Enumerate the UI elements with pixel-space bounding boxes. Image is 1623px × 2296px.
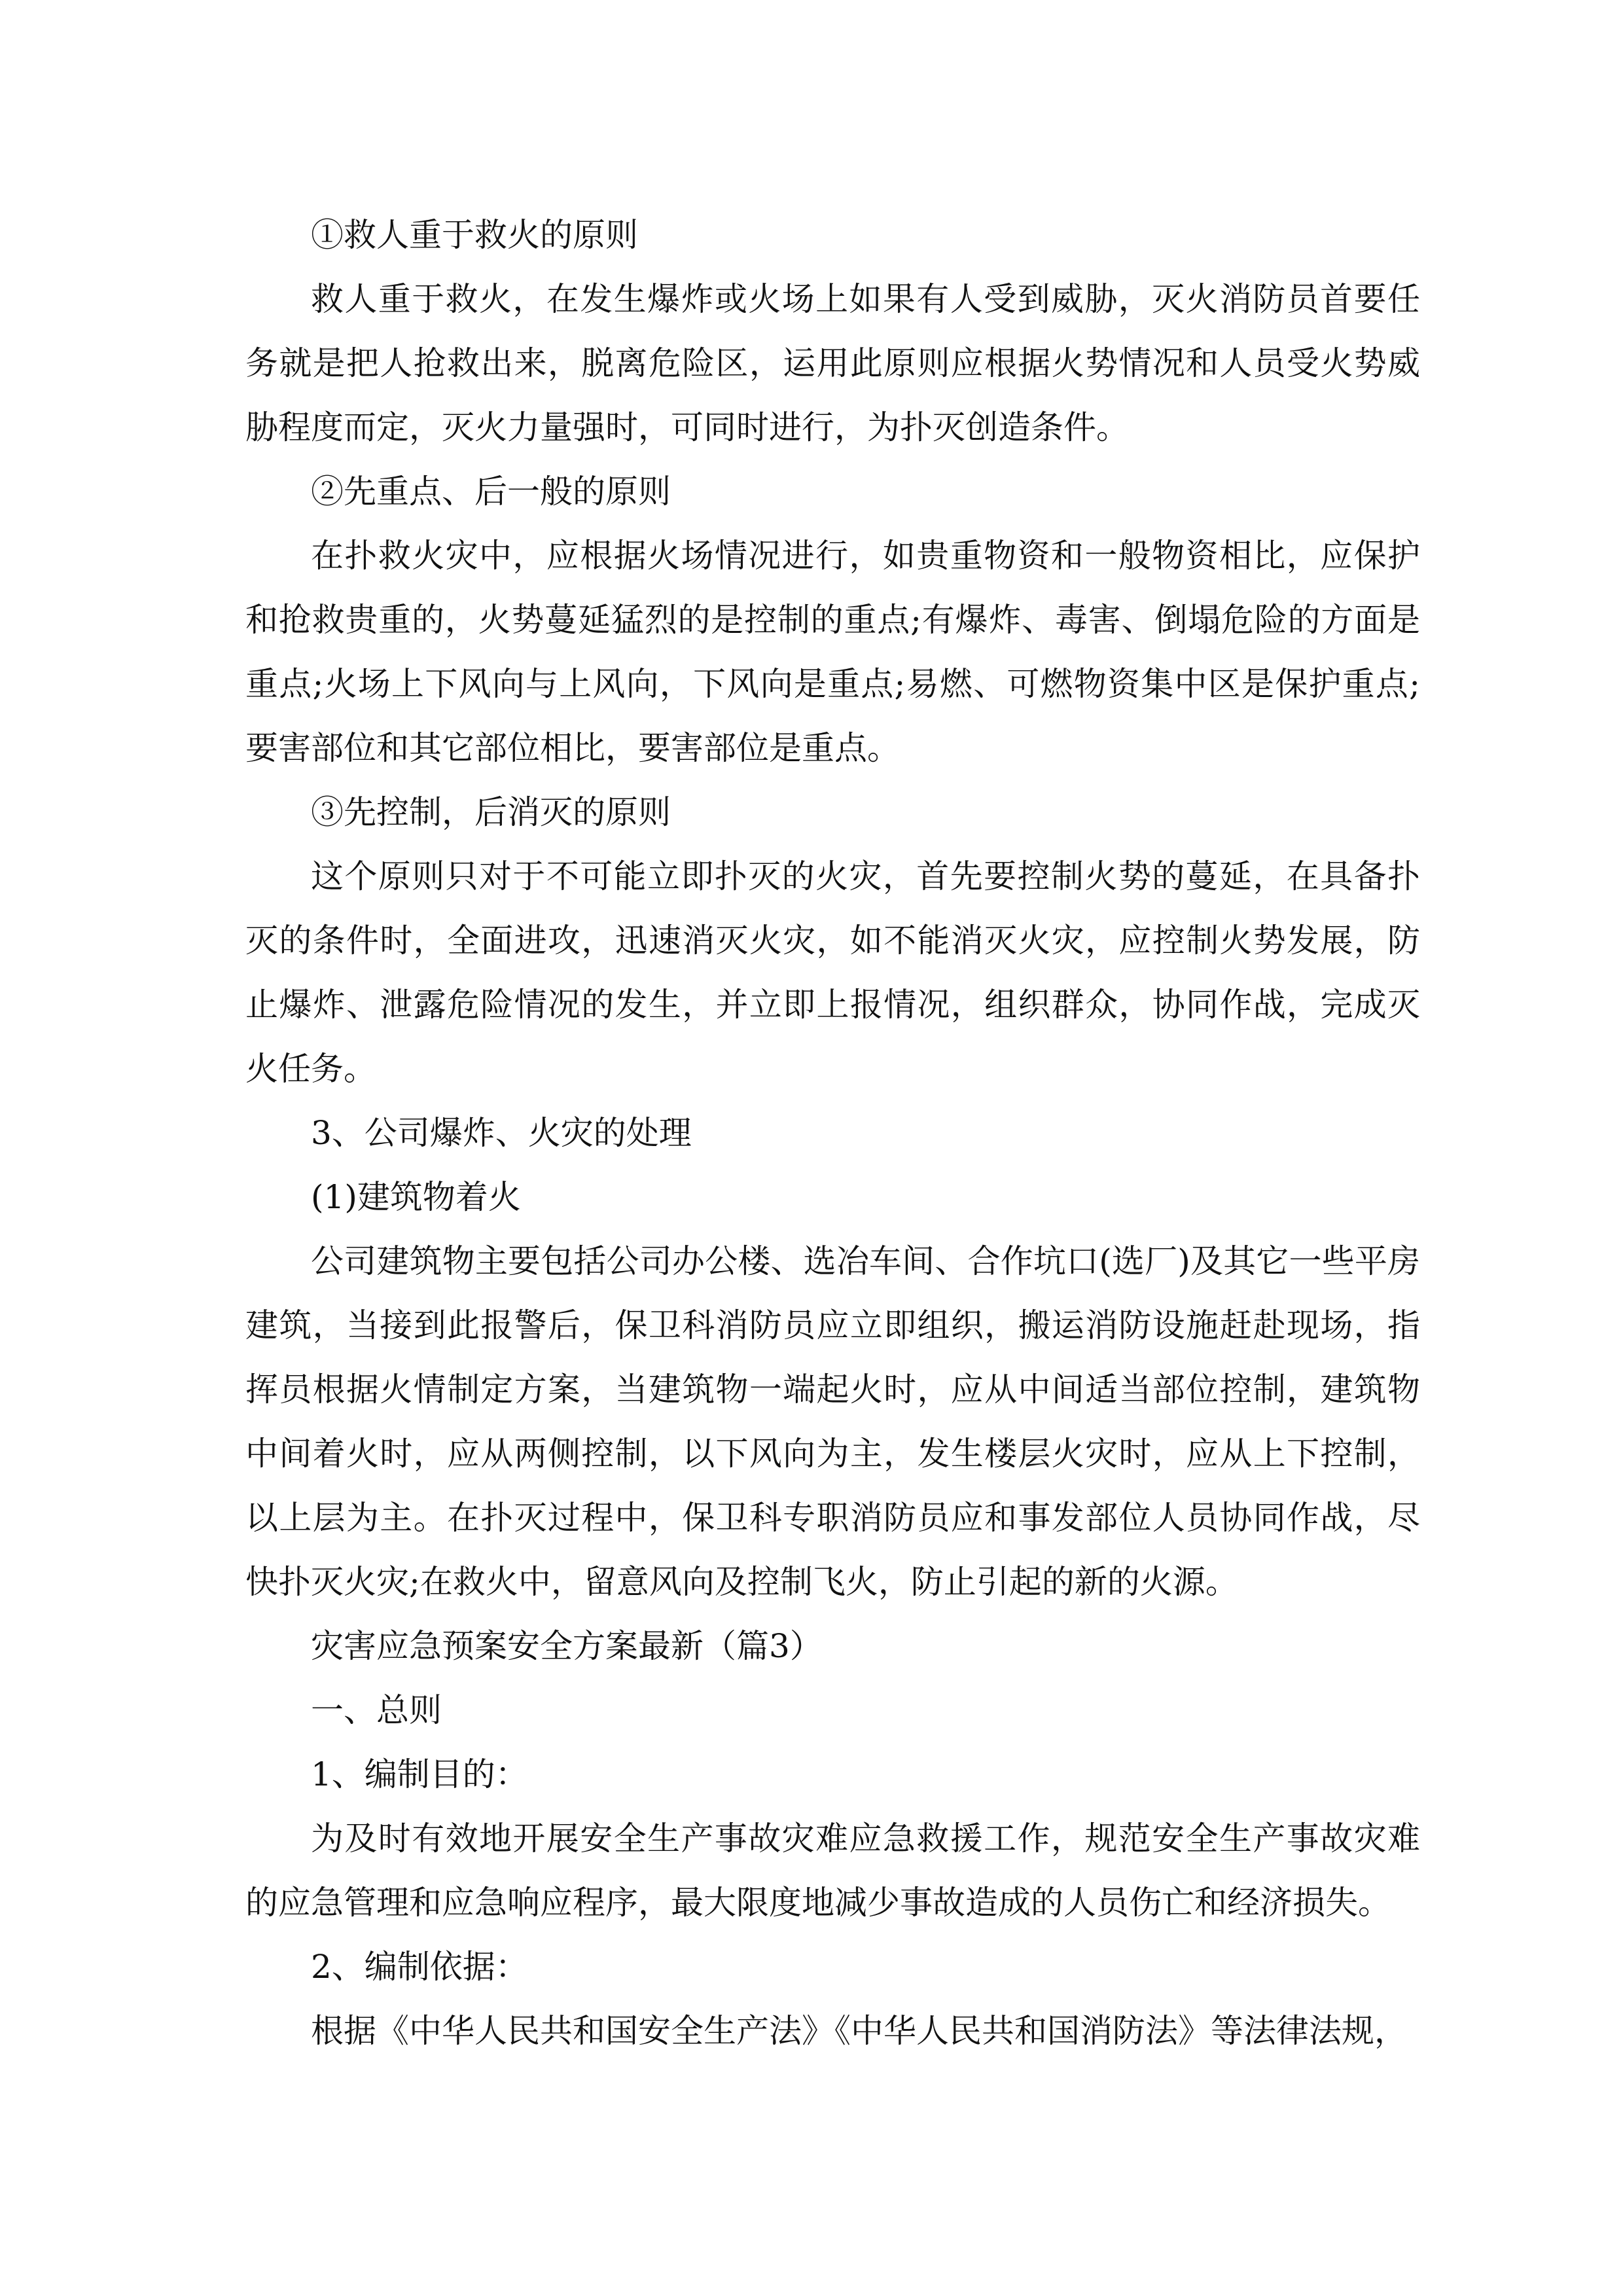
document-body bbox=[245, 203, 1420, 2063]
paragraph: 救人重于救火，在发生爆炸或火场上如果有人受到威胁，灭火消防员首要任务就是把人抢救出来，脱离危险区，运用此原则应根据火势情况和人员受火势威胁程度而定，灭火力量强时，可同时进行，为扑灭创造条件。 bbox=[245, 280, 1420, 446]
paragraph: 为及时有效地开展安全生产事故灾难应急救援工作，规范安全生产事故灾难的应急管理和应急响应程序，最大限度地减少事故造成的人员伤亡和经济损失。 bbox=[245, 1820, 1420, 1922]
paragraph: 公司建筑物主要包括公司办公楼、选冶车间、合作坑口(选厂)及其它一些平房建筑，当接到此报警后，保卫科消防员应立即组织，搬运消防设施赶赴现场，指挥员根据火情制定方案，当建筑物一端起火时，应从中间适当部位控制，建筑物中间着火时，应从两侧控制，以下风向为主，发生楼层火灾时，应从上下控制，以上层为主。在扑灭过程中，保卫科专职消防员应和事发部位人员协同作战，尽快扑灭火灾;在救火中，留意风向及控制飞火，防止引起的新的火源。 bbox=[245, 1242, 1420, 1601]
section-heading: ②先重点、后一般的原则 bbox=[311, 473, 671, 511]
section-heading: 一、总则 bbox=[311, 1691, 442, 1729]
section-heading: ③先控制，后消灭的原则 bbox=[311, 793, 671, 831]
subsection-heading: (1)建筑物着火 bbox=[311, 1178, 521, 1216]
section-heading: 3、公司爆炸、火灾的处理 bbox=[311, 1114, 692, 1152]
paragraph: 在扑救火灾中，应根据火场情况进行，如贵重物资和一般物资相比，应保护和抢救贵重的，火势蔓延猛烈的是控制的重点;有爆炸、毒害、倒塌危险的方面是重点;火场上下风向与上风向，下风向是重点;易燃、可燃物资集中区是保护重点;要害部位和其它部位相比，要害部位是重点。 bbox=[245, 537, 1420, 767]
subsection-heading: 1、编制目的： bbox=[311, 1755, 528, 1793]
subsection-heading: 2、编制依据： bbox=[311, 1948, 528, 1986]
paragraph: 这个原则只对于不可能立即扑灭的火灾，首先要控制火势的蔓延，在具备扑灭的条件时，全面进攻，迅速消灭火灾，如不能消灭火灾，应控制火势发展，防止爆炸、泄露危险情况的发生，并立即上报情况，组织群众，协同作战，完成灭火任务。 bbox=[245, 857, 1420, 1088]
section-heading: ①救人重于救火的原则 bbox=[311, 216, 638, 254]
article-title: 灾害应急预案安全方案最新（篇3） bbox=[311, 1627, 823, 1665]
paragraph: 根据《中华人民共和国安全生产法》《中华人民共和国消防法》等法律法规， bbox=[311, 2012, 1407, 2050]
